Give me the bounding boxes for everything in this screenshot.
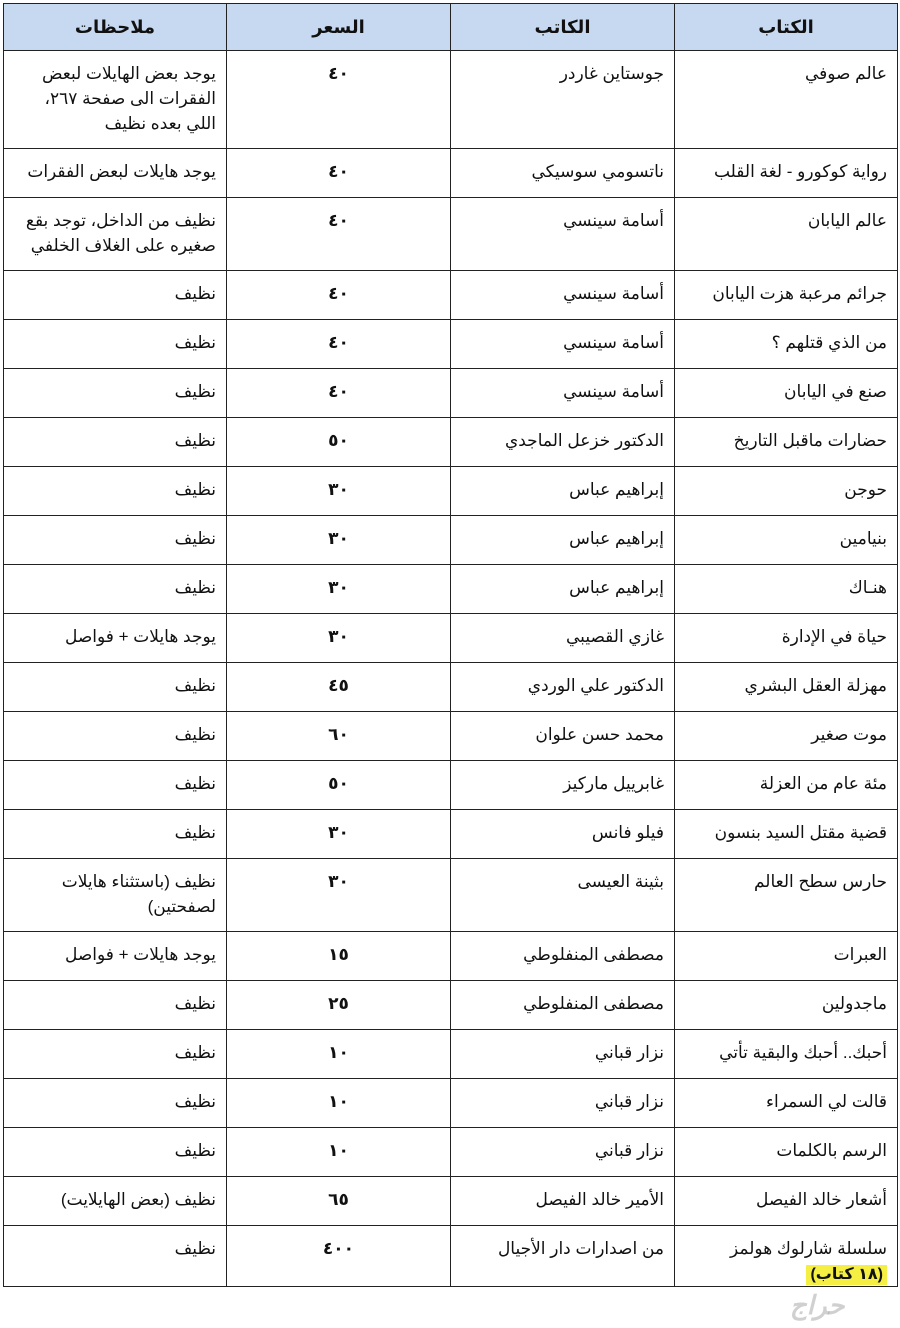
notes-cell-text: نظيف — [174, 823, 216, 842]
author-cell — [451, 271, 675, 320]
notes-cell — [4, 198, 227, 271]
price-cell — [227, 369, 451, 418]
price-cell-text: ٤٠ — [328, 64, 349, 83]
author-cell — [451, 932, 675, 981]
notes-cell-text: يوجد هايلات + فواصل — [64, 627, 216, 646]
price-cell — [227, 418, 451, 467]
table-row — [4, 761, 898, 810]
book-title-cell — [675, 369, 898, 418]
author-cell — [451, 761, 675, 810]
author-cell-text: إبراهيم عباس — [569, 529, 664, 548]
notes-cell — [4, 663, 227, 712]
notes-cell — [4, 1030, 227, 1079]
notes-cell-text: يوجد بعض الهايلات لبعض الفقرات الى صفحة ٢٦٧، اللي بعده نظيف — [41, 64, 216, 133]
notes-cell — [4, 1079, 227, 1128]
price-cell — [227, 810, 451, 859]
price-cell-text: ٤٠ — [328, 284, 349, 303]
price-cell — [227, 565, 451, 614]
notes-cell-text: نظيف — [174, 676, 216, 695]
book-title-cell — [675, 149, 898, 198]
author-cell-text: غازي القصيبي — [566, 627, 664, 646]
price-cell-text: ٥٠ — [328, 431, 349, 450]
notes-cell — [4, 981, 227, 1030]
author-cell — [451, 320, 675, 369]
author-cell-text: غابرييل ماركيز — [563, 774, 664, 793]
price-cell-text: ٤٠ — [328, 162, 349, 181]
price-cell-text: ٢٥ — [328, 994, 349, 1013]
price-cell-text: ٣٠ — [328, 823, 349, 842]
book-title-cell — [675, 1177, 898, 1226]
author-cell-text: نزار قباني — [594, 1141, 664, 1160]
notes-cell — [4, 810, 227, 859]
price-cell — [227, 614, 451, 663]
author-cell — [451, 1079, 675, 1128]
table-row — [4, 369, 898, 418]
table-row — [4, 516, 898, 565]
book-title-cell-text: من الذي قتلهم ؟ — [771, 333, 887, 352]
notes-cell — [4, 1177, 227, 1226]
book-title-cell — [675, 320, 898, 369]
book-title-cell — [675, 614, 898, 663]
book-title-cell — [675, 810, 898, 859]
price-cell-text: ١٠ — [328, 1141, 349, 1160]
book-title-cell-text: قالت لي السمراء — [766, 1092, 887, 1111]
price-cell — [227, 320, 451, 369]
price-cell — [227, 1128, 451, 1177]
price-cell — [227, 859, 451, 932]
author-cell-text: نزار قباني — [594, 1043, 664, 1062]
author-cell — [451, 1128, 675, 1177]
table-row — [4, 712, 898, 761]
author-cell-text: أسامة سينسي — [563, 333, 664, 352]
notes-cell — [4, 51, 227, 149]
notes-cell-text: نظيف — [174, 1239, 216, 1258]
notes-cell-text: نظيف — [174, 1092, 216, 1111]
header-price: السعر — [227, 4, 451, 51]
price-cell-text: ٤٥ — [328, 676, 349, 695]
author-cell-text: فيلو فانس — [591, 823, 664, 842]
book-title-cell — [675, 1079, 898, 1128]
price-cell-text: ٦٠ — [328, 725, 349, 744]
price-cell-text: ٣٠ — [328, 627, 349, 646]
notes-cell — [4, 467, 227, 516]
author-cell-text: جوستاين غاردر — [559, 64, 664, 83]
price-cell-text: ١٥ — [328, 945, 349, 964]
book-title-cell — [675, 467, 898, 516]
author-cell — [451, 149, 675, 198]
author-cell — [451, 614, 675, 663]
author-cell-text: مصطفى المنفلوطي — [523, 994, 664, 1013]
author-cell-text: الدكتور خزعل الماجدي — [504, 431, 664, 450]
notes-cell — [4, 761, 227, 810]
book-title-cell-text: رواية كوكورو - لغة القلب — [713, 162, 887, 181]
table-row — [4, 981, 898, 1030]
price-cell — [227, 198, 451, 271]
table-row — [4, 1128, 898, 1177]
author-cell-text: الأمير خالد الفيصل — [535, 1190, 664, 1209]
book-title-cell — [675, 859, 898, 932]
price-cell-text: ١٠ — [328, 1043, 349, 1062]
author-cell-text: إبراهيم عباس — [569, 578, 664, 597]
notes-cell-text: نظيف — [174, 431, 216, 450]
book-title-cell — [675, 1128, 898, 1177]
book-title-cell — [675, 1030, 898, 1079]
author-cell — [451, 51, 675, 149]
author-cell — [451, 859, 675, 932]
author-cell — [451, 565, 675, 614]
table-row — [4, 467, 898, 516]
price-cell-text: ٣٠ — [328, 480, 349, 499]
notes-cell-text: يوجد هايلات لبعض الفقرات — [27, 162, 216, 181]
book-title-cell-text: سلسلة شارلوك هولمز — [730, 1239, 887, 1258]
notes-cell — [4, 1128, 227, 1177]
price-cell-text: ٣٠ — [328, 578, 349, 597]
author-cell-text: من اصدارات دار الأجيال — [497, 1239, 664, 1258]
book-title-cell-text: حياة في الإدارة — [781, 627, 887, 646]
book-title-cell — [675, 198, 898, 271]
notes-cell — [4, 1226, 227, 1287]
table-row — [4, 1177, 898, 1226]
notes-cell-text: نظيف — [174, 994, 216, 1013]
notes-cell — [4, 516, 227, 565]
book-title-cell-text: هنـاك — [848, 578, 887, 597]
header-author: الكاتب — [451, 4, 675, 51]
table-row — [4, 810, 898, 859]
book-title-cell — [675, 565, 898, 614]
book-title-cell — [675, 516, 898, 565]
price-cell-text: ٦٥ — [328, 1190, 349, 1209]
author-cell — [451, 981, 675, 1030]
author-cell — [451, 663, 675, 712]
book-title-cell-text: بنيامين — [839, 529, 887, 548]
author-cell — [451, 712, 675, 761]
table-row — [4, 1079, 898, 1128]
notes-cell-text: نظيف — [174, 725, 216, 744]
book-title-cell-text: مهزلة العقل البشري — [744, 676, 887, 695]
price-cell — [227, 1177, 451, 1226]
book-title-cell — [675, 51, 898, 149]
table-row — [4, 271, 898, 320]
book-title-cell — [675, 932, 898, 981]
book-title-cell — [675, 663, 898, 712]
table-row — [4, 418, 898, 467]
author-cell-text: محمد حسن علوان — [535, 725, 664, 744]
author-cell-text: بثينة العيسى — [577, 872, 664, 891]
book-title-cell-text: قضية مقتل السيد بنسون — [714, 823, 887, 842]
price-cell-text: ٤٠ — [328, 333, 349, 352]
notes-cell — [4, 320, 227, 369]
author-cell — [451, 1177, 675, 1226]
notes-cell-text: نظيف — [174, 1141, 216, 1160]
table-row — [4, 198, 898, 271]
book-title-cell-text: الرسم بالكلمات — [776, 1141, 887, 1160]
notes-cell-text: نظيف — [174, 774, 216, 793]
notes-cell-text: نظيف (بعض الهايلايت) — [60, 1190, 216, 1209]
notes-cell-text: نظيف من الداخل، توجد بقع صغيره على الغلاف الخلفي — [25, 211, 216, 255]
book-title-cell-text: عالم اليابان — [807, 211, 887, 230]
price-cell — [227, 932, 451, 981]
notes-cell — [4, 149, 227, 198]
notes-cell-text: نظيف — [174, 480, 216, 499]
notes-cell-text: نظيف — [174, 284, 216, 303]
book-title-cell — [675, 418, 898, 467]
book-title-cell — [675, 712, 898, 761]
author-cell-text: أسامة سينسي — [563, 211, 664, 230]
author-cell-text: نزار قباني — [594, 1092, 664, 1111]
notes-cell-text: نظيف — [174, 333, 216, 352]
price-cell — [227, 51, 451, 149]
price-cell — [227, 712, 451, 761]
book-title-cell — [675, 1226, 898, 1287]
notes-cell-text: نظيف — [174, 382, 216, 401]
table-row — [4, 51, 898, 149]
price-cell-text: ٥٠ — [328, 774, 349, 793]
notes-cell — [4, 418, 227, 467]
book-title-cell — [675, 271, 898, 320]
book-title-cell-text: حضارات ماقبل التاريخ — [733, 431, 887, 450]
book-table — [3, 3, 898, 1287]
book-title-cell-text: أحبك.. أحبك والبقية تأتي — [719, 1043, 887, 1062]
notes-cell — [4, 859, 227, 932]
price-cell — [227, 516, 451, 565]
price-cell-text: ٣٠ — [328, 872, 349, 891]
price-cell-text: ٤٠٠ — [322, 1239, 355, 1258]
table-row — [4, 565, 898, 614]
table-row — [4, 614, 898, 663]
author-cell — [451, 810, 675, 859]
author-cell-text: أسامة سينسي — [563, 382, 664, 401]
price-cell — [227, 1226, 451, 1287]
price-cell — [227, 271, 451, 320]
price-cell — [227, 1030, 451, 1079]
notes-cell — [4, 369, 227, 418]
notes-cell-text: نظيف — [174, 578, 216, 597]
watermark-logo: حراج — [790, 1290, 845, 1320]
notes-cell — [4, 565, 227, 614]
book-title-cell — [675, 981, 898, 1030]
notes-cell — [4, 271, 227, 320]
author-cell-text: أسامة سينسي — [563, 284, 664, 303]
table-row — [4, 932, 898, 981]
author-cell-text: ناتسومي سوسيكي — [531, 162, 664, 181]
table-row — [4, 859, 898, 932]
author-cell — [451, 516, 675, 565]
table-row — [4, 1030, 898, 1079]
table-row — [4, 320, 898, 369]
book-title-cell-text: حوجن — [844, 480, 887, 499]
author-cell — [451, 1226, 675, 1287]
notes-cell — [4, 712, 227, 761]
table-row — [4, 663, 898, 712]
price-cell-text: ٤٠ — [328, 382, 349, 401]
book-title-cell — [675, 761, 898, 810]
author-cell-text: مصطفى المنفلوطي — [523, 945, 664, 964]
book-title-cell-text: عالم صوفي — [804, 64, 887, 83]
book-title-cell-text: العبرات — [833, 945, 887, 964]
notes-cell-text: نظيف — [174, 529, 216, 548]
header-title: الكتاب — [675, 4, 898, 51]
header-row — [4, 4, 898, 51]
price-cell — [227, 1079, 451, 1128]
table-row — [4, 1226, 898, 1287]
price-cell — [227, 981, 451, 1030]
author-cell — [451, 369, 675, 418]
table-row — [4, 149, 898, 198]
book-title-cell-text: جرائم مرعبة هزت اليابان — [712, 284, 887, 303]
author-cell-text: إبراهيم عباس — [569, 480, 664, 499]
header-notes: ملاحظات — [4, 4, 227, 51]
price-cell — [227, 149, 451, 198]
price-cell-text: ٤٠ — [328, 211, 349, 230]
book-title-cell-text: صنع في اليابان — [784, 382, 887, 401]
price-cell — [227, 467, 451, 516]
book-title-cell-text: حارس سطح العالم — [753, 872, 887, 891]
price-cell-text: ٣٠ — [328, 529, 349, 548]
notes-cell-text: نظيف (باستثناء هايلات لصفحتين) — [61, 872, 216, 916]
author-cell — [451, 198, 675, 271]
book-title-cell-text: موت صغير — [811, 725, 887, 744]
notes-cell — [4, 932, 227, 981]
price-cell-text: ١٠ — [328, 1092, 349, 1111]
book-list-sheet — [3, 3, 897, 1287]
price-cell — [227, 663, 451, 712]
book-count-badge: (١٨ كتاب) — [806, 1265, 887, 1285]
notes-cell — [4, 614, 227, 663]
book-title-cell-text: ماجدولين — [821, 994, 887, 1013]
book-title-cell-text: مئة عام من العزلة — [759, 774, 887, 793]
author-cell-text: الدكتور علي الوردي — [527, 676, 664, 695]
price-cell — [227, 761, 451, 810]
author-cell — [451, 467, 675, 516]
author-cell — [451, 418, 675, 467]
notes-cell-text: يوجد هايلات + فواصل — [64, 945, 216, 964]
notes-cell-text: نظيف — [174, 1043, 216, 1062]
author-cell — [451, 1030, 675, 1079]
book-title-cell-text: أشعار خالد الفيصل — [755, 1190, 887, 1209]
